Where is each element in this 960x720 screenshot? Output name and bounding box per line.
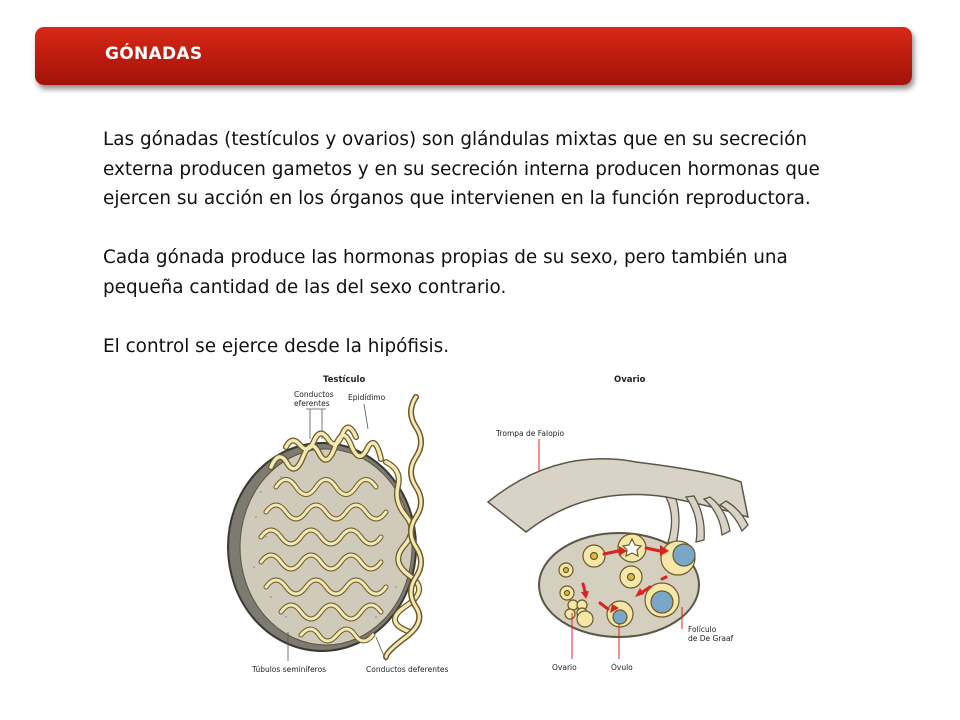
label-epididimo: Epidídimo bbox=[348, 393, 386, 402]
label-conductos-eferentes-1: Conductos bbox=[294, 390, 334, 399]
paragraph-3: El control se ejerce desde la hipófisis. bbox=[103, 335, 450, 357]
label-ovulo: Óvulo bbox=[611, 663, 633, 672]
label-foliculo-1: Folículo bbox=[688, 625, 717, 634]
page-title: GÓNADAS bbox=[105, 44, 203, 64]
paragraph-1: Las gónadas (testículos y ovarios) son glándulas mixtas que en su secreción externa producen gametos y en su secreción interna producen hormonas que ejercen su acción en los órganos que intervienen en la función reproductora. bbox=[103, 129, 820, 209]
label-foliculo-2: de De Graaf bbox=[688, 634, 734, 643]
body-text bbox=[103, 125, 863, 391]
gonads-illustration bbox=[226, 367, 762, 680]
testis-title: Testículo bbox=[323, 375, 366, 385]
label-trompa-falopio: Trompa de Falopio bbox=[496, 429, 565, 438]
title-bar bbox=[35, 27, 912, 85]
ovary-title: Ovario bbox=[614, 375, 646, 385]
label-conductos-deferentes: Conductos deferentes bbox=[366, 665, 449, 674]
label-conductos-eferentes-2: eferentes bbox=[294, 399, 330, 408]
paragraph-2: Cada gónada produce las hormonas propias de su sexo, pero también una pequeña cantidad de las del sexo contrario. bbox=[103, 247, 788, 298]
label-tubulos-seminiferos: Túbulos seminíferos bbox=[252, 665, 327, 674]
label-ovario: Ovario bbox=[552, 663, 577, 672]
